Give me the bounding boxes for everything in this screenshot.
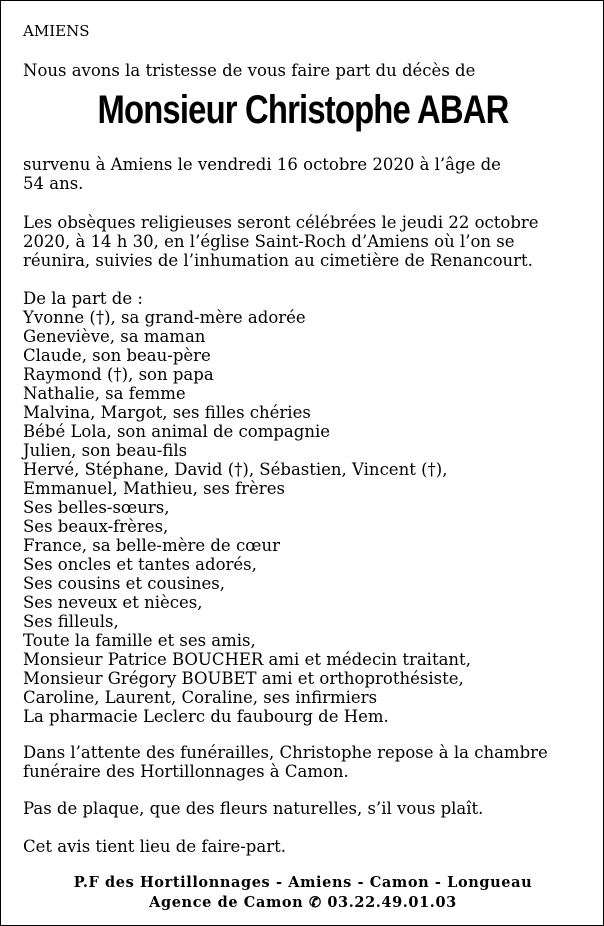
- family-line: Raymond (†), son papa: [23, 365, 214, 384]
- funeral-paragraph: [23, 213, 583, 270]
- family-line: Claude, son beau-père: [23, 346, 211, 365]
- repose-paragraph: [23, 743, 583, 781]
- funeral-home-agency: Agence de Camon ✆ 03.22.49.01.03: [149, 894, 457, 911]
- family-line: Yvonne (†), sa grand-mère adorée: [23, 308, 306, 327]
- family-line: Nathalie, sa femme: [23, 384, 186, 403]
- family-line: La pharmacie Leclerc du faubourg de Hem.: [23, 707, 389, 726]
- closing-line: Cet avis tient lieu de faire-part.: [23, 837, 286, 856]
- family-line: Malvina, Margot, ses filles chéries: [23, 403, 311, 422]
- closing-paragraph: [23, 837, 583, 856]
- family-line: Ses oncles et tantes adorés,: [23, 555, 257, 574]
- family-line: Geneviève, sa maman: [23, 327, 206, 346]
- funeral-line: Les obsèques religieuses seront célébrées le jeudi 22 octobre: [23, 213, 539, 232]
- family-line: Ses filleuls,: [23, 612, 119, 631]
- family-line: Emmanuel, Mathieu, ses frères: [23, 479, 285, 498]
- family-line: Ses belles-sœurs,: [23, 498, 170, 517]
- deceased-name: Monsieur Christophe ABAR: [97, 88, 509, 132]
- death-line: 54 ans.: [23, 174, 84, 193]
- family-line: Hervé, Stéphane, David (†), Sébastien, Vincent (†),: [23, 460, 448, 479]
- funeral-home-footer: [1, 873, 604, 913]
- family-line: Toute la famille et ses amis,: [23, 631, 256, 650]
- family-line: Julien, son beau-fils: [23, 441, 188, 460]
- funeral-home-name: P.F des Hortillonnages - Amiens - Camon - Longueau: [73, 874, 533, 891]
- death-line: survenu à Amiens le vendredi 16 octobre 2020 à l’âge de: [23, 155, 501, 174]
- funeral-line: 2020, à 14 h 30, en l’église Saint-Roch d’Amiens où l’on se: [23, 232, 515, 251]
- family-line: Ses neveux et nièces,: [23, 593, 203, 612]
- flowers-paragraph: [23, 799, 583, 818]
- town-heading: AMIENS: [23, 22, 90, 40]
- family-line: Ses beaux-frères,: [23, 517, 169, 536]
- family-line: France, sa belle-mère de cœur: [23, 536, 281, 555]
- family-line: Ses cousins et cousines,: [23, 574, 225, 593]
- family-line: Monsieur Grégory BOUBET ami et orthoprothésiste,: [23, 669, 464, 688]
- flowers-line: Pas de plaque, que des fleurs naturelles, s’il vous plaît.: [23, 799, 484, 818]
- intro-text: Nous avons la tristesse de vous faire part du décès de: [23, 61, 476, 80]
- repose-line: Dans l’attente des funérailles, Christophe repose à la chambre: [23, 743, 548, 762]
- family-line: Monsieur Patrice BOUCHER ami et médecin traitant,: [23, 650, 471, 669]
- family-line: Caroline, Laurent, Coraline, ses infirmiers: [23, 688, 378, 707]
- death-paragraph: [23, 155, 583, 193]
- family-line: De la part de :: [23, 289, 143, 308]
- family-list: [23, 289, 583, 726]
- repose-line: funéraire des Hortillonnages à Camon.: [23, 762, 349, 781]
- funeral-line: réunira, suivies de l’inhumation au cimetière de Renancourt.: [23, 251, 533, 270]
- family-line: Bébé Lola, son animal de compagnie: [23, 422, 330, 441]
